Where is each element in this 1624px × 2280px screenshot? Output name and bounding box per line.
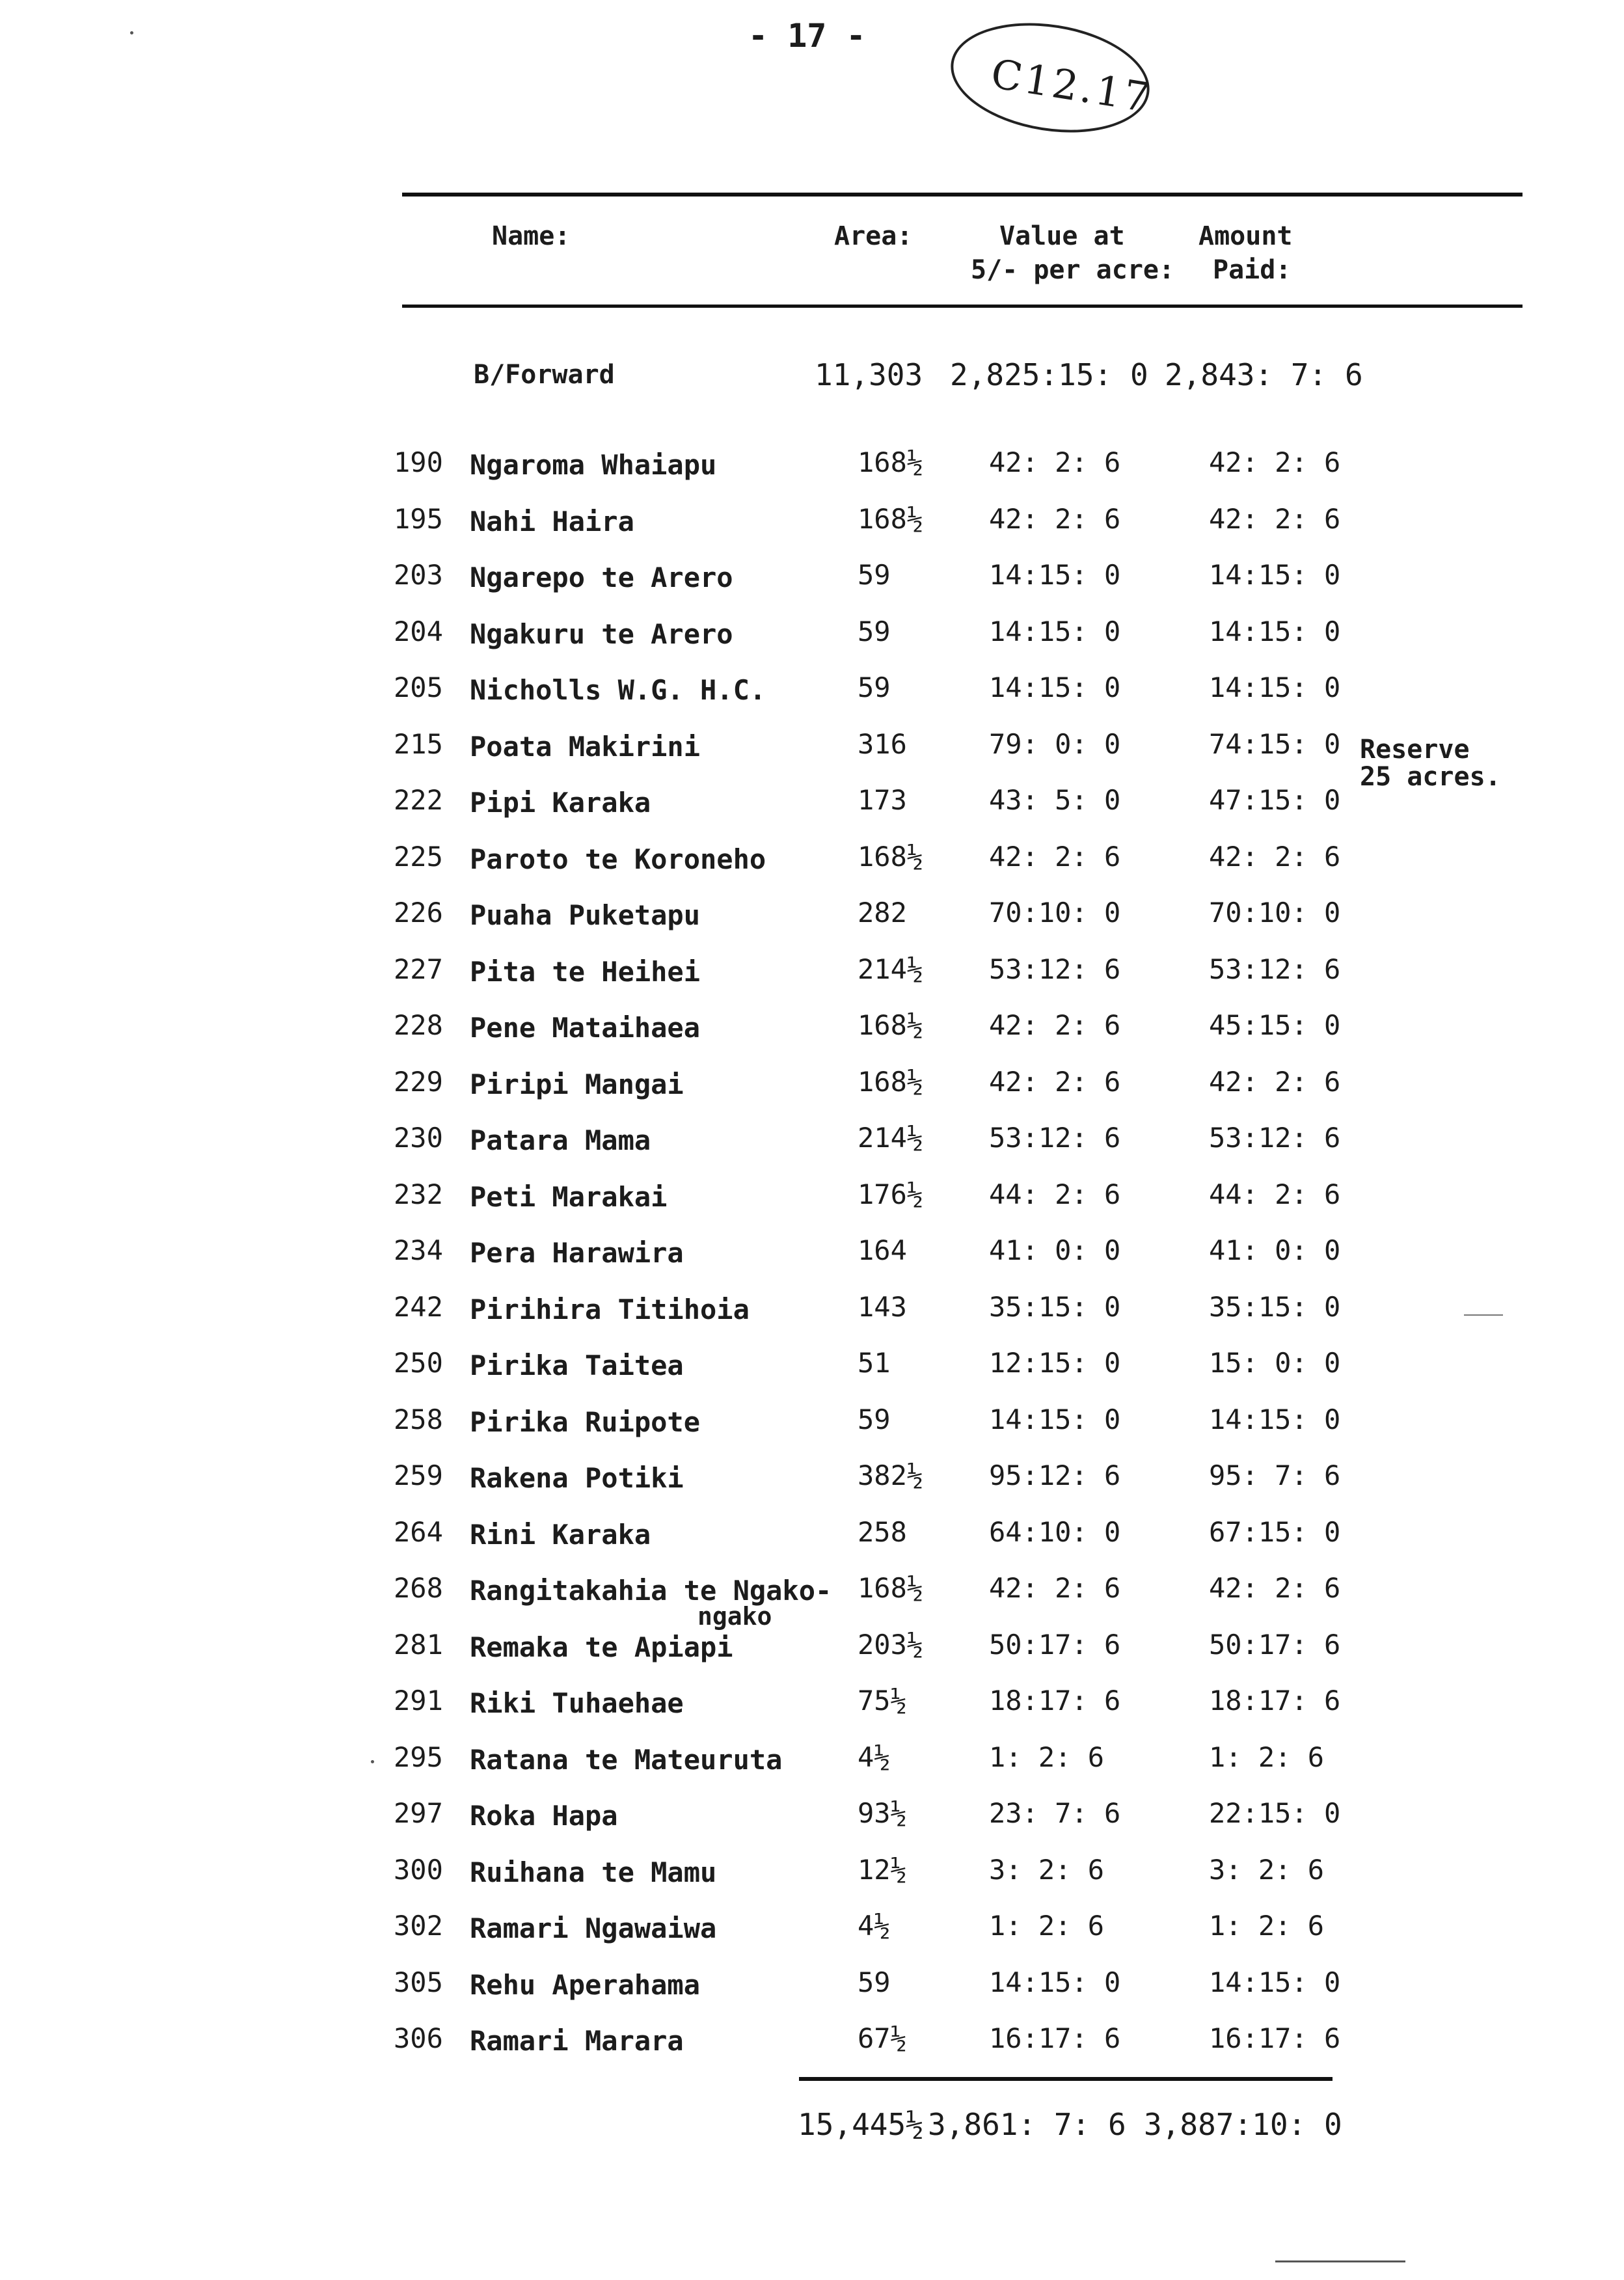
row-name: Pirihira Titihoia: [470, 1293, 750, 1325]
row-value: 3: 2: 6: [989, 1853, 1105, 1886]
row-number: 195: [394, 502, 443, 535]
top-rule: [402, 193, 1522, 197]
table-row: [0, 674, 1624, 720]
row-name: Ngaroma Whaiapu: [470, 449, 717, 481]
row-number: 230: [394, 1122, 443, 1154]
row-name: Riki Tuhaehae: [470, 1687, 684, 1719]
row-paid: 14:15: 0: [1209, 559, 1341, 591]
row-area: 203½: [858, 1628, 924, 1661]
row-paid: 42: 2: 6: [1209, 1065, 1341, 1098]
row-name: Rehu Aperahama: [470, 1968, 701, 2001]
row-name: Rangitakahia te Ngako-: [470, 1575, 832, 1607]
row-paid: 53:12: 6: [1209, 1122, 1341, 1154]
margin-speck: [371, 1760, 374, 1763]
table-row: [0, 1515, 1624, 1564]
row-value: 79: 0: 0: [989, 727, 1121, 760]
row-paid: 42: 2: 6: [1209, 446, 1341, 478]
row-name: Remaka te Apiapi: [470, 1631, 733, 1663]
row-number: 268: [394, 1572, 443, 1604]
row-value: 23: 7: 6: [989, 1797, 1121, 1829]
table-row: [0, 953, 1624, 1001]
row-value: 64:10: 0: [989, 1515, 1121, 1548]
row-number: 258: [394, 1403, 443, 1435]
row-area: 173: [858, 784, 907, 816]
row-name: Roka Hapa: [470, 1800, 618, 1832]
row-value: 35:15: 0: [989, 1290, 1121, 1323]
row-area: 67½: [858, 2022, 907, 2054]
row-name: Paroto te Koroneho: [470, 843, 766, 875]
row-number: 215: [394, 727, 443, 760]
table-row: [0, 502, 1624, 551]
row-value: 42: 2: 6: [989, 840, 1121, 873]
row-paid: 15: 0: 0: [1209, 1347, 1341, 1379]
row-number: 205: [394, 672, 443, 703]
row-area: 59: [858, 1966, 891, 1998]
row-value: 14:15: 0: [989, 1966, 1121, 1998]
row-name: Pipi Karaka: [470, 787, 651, 819]
row-number: 225: [394, 840, 443, 873]
row-value: 1: 2: 6: [989, 1741, 1105, 1773]
row-area: 214½: [858, 1122, 924, 1154]
row-number: 227: [394, 953, 443, 985]
row-name: Pera Harawira: [470, 1237, 684, 1269]
table-row: [0, 1741, 1624, 1789]
row-value: 50:17: 6: [989, 1628, 1121, 1661]
row-paid: 53:12: 6: [1209, 953, 1341, 985]
row-paid: 1: 2: 6: [1209, 1741, 1325, 1773]
row-number: 242: [394, 1290, 443, 1323]
row-value: 18:17: 6: [989, 1685, 1121, 1717]
row-name: Ngarepo te Arero: [470, 562, 733, 593]
row-name: Piripi Mangai: [470, 1068, 684, 1100]
row-area: 382½: [858, 1459, 924, 1491]
table-row: [0, 1403, 1624, 1452]
table-row: [0, 1234, 1624, 1282]
row-area: 214½: [858, 953, 924, 985]
row-number: 226: [394, 897, 443, 929]
row-number: 234: [394, 1234, 443, 1266]
row-area: 59: [858, 1403, 891, 1435]
brought-forward-area: 11,303: [815, 357, 923, 392]
row-paid: 14:15: 0: [1209, 615, 1341, 647]
total-paid: 3,887:10: 0: [1144, 2107, 1342, 2142]
row-name: Pene Mataihaea: [470, 1012, 701, 1044]
row-name: Pita te Heihei: [470, 955, 701, 988]
row-value: 16:17: 6: [989, 2022, 1121, 2054]
row-area: 176½: [858, 1178, 924, 1210]
row-paid: 95: 7: 6: [1209, 1459, 1341, 1491]
row-area: 59: [858, 672, 891, 703]
row-number: 306: [394, 2022, 443, 2054]
brought-forward-value: 2,825:15: 0: [950, 357, 1148, 392]
row-area: 59: [858, 559, 891, 591]
row-name: Ratana te Mateuruta: [470, 1743, 783, 1776]
row-area: 168½: [858, 502, 924, 535]
table-row: [0, 446, 1624, 495]
row-value: 14:15: 0: [989, 1403, 1121, 1435]
total-rule: [799, 2077, 1333, 2081]
row-number: 229: [394, 1065, 443, 1098]
row-number: 305: [394, 1966, 443, 1998]
brought-forward-paid: 2,843: 7: 6: [1165, 357, 1363, 392]
row-number: 291: [394, 1685, 443, 1717]
table-row: [0, 1797, 1624, 1845]
row-paid: 47:15: 0: [1209, 784, 1341, 816]
table-row: [0, 1572, 1624, 1620]
row-paid: 70:10: 0: [1209, 897, 1341, 929]
row-name: Rini Karaka: [470, 1518, 651, 1551]
row-area: 93½: [858, 1797, 907, 1829]
row-area: 282: [858, 897, 907, 929]
row-paid: 67:15: 0: [1209, 1515, 1341, 1548]
page-number: - 17 -: [748, 17, 866, 55]
row-area: 4½: [858, 1741, 891, 1773]
row-number: 295: [394, 1741, 443, 1773]
row-name: Poata Makirini: [470, 730, 701, 763]
header-area: Area:: [834, 221, 913, 251]
table-row: [0, 1178, 1624, 1227]
row-area: 164: [858, 1234, 907, 1266]
row-paid: 16:17: 6: [1209, 2022, 1341, 2054]
row-number: 222: [394, 784, 443, 816]
row-area: 59: [858, 615, 891, 647]
row-number: 204: [394, 615, 443, 647]
row-number: 203: [394, 559, 443, 591]
reserve-note-line1: Reserve: [1360, 735, 1470, 765]
row-area: 143: [858, 1290, 907, 1323]
row-value: 53:12: 6: [989, 1122, 1121, 1154]
total-area: 15,445½: [798, 2107, 924, 2142]
table-row: [0, 559, 1624, 607]
row-name: Ramari Marara: [470, 2025, 684, 2057]
row-name: Peti Marakai: [470, 1180, 668, 1213]
row-name: Nahi Haira: [470, 505, 634, 537]
row-paid: 42: 2: 6: [1209, 1572, 1341, 1604]
row-area: 258: [858, 1515, 907, 1548]
row-number: 259: [394, 1459, 443, 1491]
row-name: Ngakuru te Arero: [470, 618, 733, 650]
table-row: [0, 840, 1624, 889]
table-row: [0, 1966, 1624, 2015]
row-paid: 42: 2: 6: [1209, 502, 1341, 535]
row-paid: 44: 2: 6: [1209, 1178, 1341, 1210]
brought-forward-label: B/Forward: [474, 360, 615, 390]
row-paid: 1: 2: 6: [1209, 1910, 1325, 1942]
row-paid: 41: 0: 0: [1209, 1234, 1341, 1266]
header-amount-line2: Paid:: [1213, 255, 1292, 285]
header-value-line2: 5/- per acre:: [971, 255, 1175, 285]
header-name: Name:: [492, 221, 571, 251]
row-number: 228: [394, 1009, 443, 1041]
row-value: 42: 2: 6: [989, 446, 1121, 478]
row-value: 42: 2: 6: [989, 1572, 1121, 1604]
row-area: 51: [858, 1347, 891, 1379]
row-paid: 14:15: 0: [1209, 672, 1341, 703]
reference-mark: C12.17: [988, 49, 1156, 122]
table-row: [0, 1290, 1624, 1339]
row-number: 300: [394, 1853, 443, 1886]
row-area: 75½: [858, 1685, 907, 1717]
row-number: 264: [394, 1515, 443, 1548]
table-row: [0, 1912, 1624, 1958]
row-paid: 14:15: 0: [1209, 1403, 1341, 1435]
row-value: 44: 2: 6: [989, 1178, 1121, 1210]
row-value: 70:10: 0: [989, 897, 1121, 929]
scan-line: [1464, 1314, 1503, 1316]
reference-stamp: [943, 10, 1157, 146]
header-rule: [402, 305, 1522, 308]
row-value: 42: 2: 6: [989, 1065, 1121, 1098]
row-value: 12:15: 0: [989, 1347, 1121, 1379]
row-name: Rakena Potiki: [470, 1462, 684, 1494]
table-row: [0, 1853, 1624, 1902]
table-row: [0, 1065, 1624, 1114]
total-value: 3,861: 7: 6: [928, 2107, 1126, 2142]
row-paid: 3: 2: 6: [1209, 1853, 1325, 1886]
table-row: [0, 1009, 1624, 1057]
row-value: 95:12: 6: [989, 1459, 1121, 1491]
row-paid: 35:15: 0: [1209, 1290, 1341, 1323]
row-name: Ruihana te Mamu: [470, 1856, 717, 1888]
row-paid: 42: 2: 6: [1209, 840, 1341, 873]
row-value: 42: 2: 6: [989, 1009, 1121, 1041]
table-row: [0, 1124, 1624, 1170]
row-area: 168½: [858, 446, 924, 478]
row-value: 14:15: 0: [989, 615, 1121, 647]
row-value: 42: 2: 6: [989, 502, 1121, 535]
row-value: 41: 0: 0: [989, 1234, 1121, 1266]
table-row: [0, 1347, 1624, 1395]
header-value-line1: Value at: [999, 221, 1125, 251]
row-name: Patara Mama: [470, 1124, 651, 1156]
row-paid: 45:15: 0: [1209, 1009, 1341, 1041]
row-area: 316: [858, 727, 907, 760]
row-area: 168½: [858, 840, 924, 873]
table-row: [0, 784, 1624, 832]
row-paid: 18:17: 6: [1209, 1685, 1341, 1717]
row-paid: 22:15: 0: [1209, 1797, 1341, 1829]
row-paid: 74:15: 0: [1209, 727, 1341, 760]
row-value: 14:15: 0: [989, 559, 1121, 591]
row-value: 43: 5: 0: [989, 784, 1121, 816]
row-name: Ramari Ngawaiwa: [470, 1912, 717, 1944]
row-value: 53:12: 6: [989, 953, 1121, 985]
header-amount-line1: Amount: [1198, 221, 1293, 251]
row-name: Pirika Ruipote: [470, 1405, 701, 1438]
row-number: 297: [394, 1797, 443, 1829]
row-number: 302: [394, 1910, 443, 1942]
row-paid: 14:15: 0: [1209, 1966, 1341, 1998]
reserve-note-line2: 25 acres.: [1360, 762, 1501, 792]
row-paid: 50:17: 6: [1209, 1628, 1341, 1661]
table-row: [0, 899, 1624, 945]
table-row: [0, 2022, 1624, 2070]
margin-speck: [130, 31, 133, 34]
row-number: 250: [394, 1347, 443, 1379]
row-area: 168½: [858, 1572, 924, 1604]
row-area: 12½: [858, 1853, 907, 1886]
name-continuation: ngako: [697, 1602, 772, 1631]
table-row: [0, 1628, 1624, 1677]
row-name: Puaha Puketapu: [470, 899, 701, 931]
bottom-scan-mark: [1275, 2260, 1405, 2262]
row-number: 232: [394, 1178, 443, 1210]
table-row: [0, 1687, 1624, 1733]
row-value: 1: 2: 6: [989, 1910, 1105, 1942]
row-number: 190: [394, 446, 443, 478]
row-name: Pirika Taitea: [470, 1350, 684, 1381]
table-row: [0, 1459, 1624, 1508]
row-area: 168½: [858, 1065, 924, 1098]
table-row: [0, 615, 1624, 664]
row-area: 168½: [858, 1009, 924, 1041]
row-name: Nicholls W.G. H.C.: [470, 674, 766, 706]
row-area: 4½: [858, 1910, 891, 1942]
row-number: 281: [394, 1628, 443, 1661]
row-value: 14:15: 0: [989, 672, 1121, 703]
